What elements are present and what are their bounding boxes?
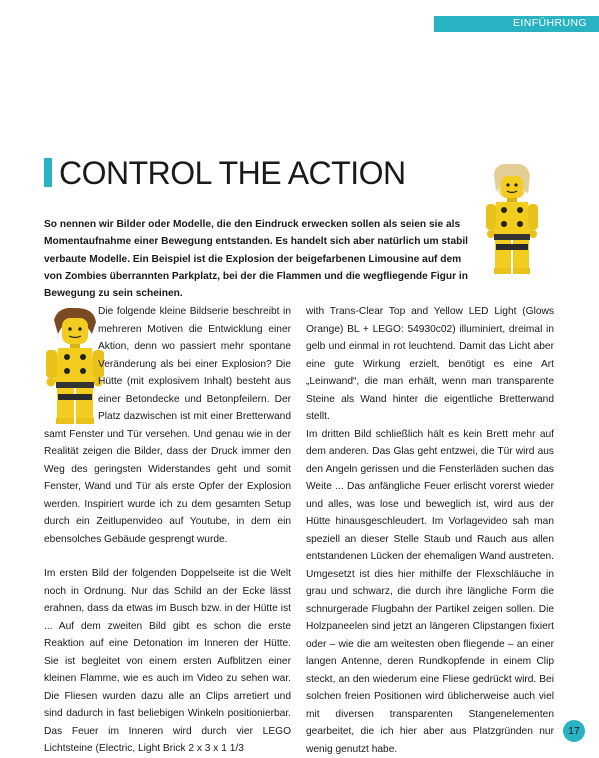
body-paragraph: with Trans-Clear Top and Yellow LED Light (Glows Orange) BL + LEGO: 54930c02) illuminiert, dreimal in gelb und einmal in rot leuchtend. Damit das Licht aber eine gute Wirkung erzielt, benötigt es eine Art „Leinwand“, die man erhält, wenn man transparente Steine als Wand hinter die eigentliche Bretterwand stellt. bbox=[306, 303, 554, 426]
paragraph-gap bbox=[44, 548, 291, 565]
crash-dummy-minifig-image bbox=[480, 164, 542, 274]
page-number-badge bbox=[563, 720, 585, 742]
page-title: CONTROL THE ACTION bbox=[59, 155, 406, 192]
right-text-column bbox=[306, 303, 554, 758]
page-number: 17 bbox=[568, 725, 580, 737]
body-paragraph: Im ersten Bild der folgenden Doppelseite ist die Welt noch in Ordnung. Nur das Schild an der Ecke lässt erahnen, dass da etwas im Busch bzw. in der Hütte ist ... Auf dem zweiten Bild gibt es schon die erste Reaktion auf eine Detonation im Inneren der Hütte. Sie ist begleitet von einem ersten Aufblitzen einer kleinen Flamme, wie es auch im Video zu sehen war. Die Fliesen wurden dazu alle an Clips arretiert und sind dadurch in fast beliebigen Winkeln positionierbar. Das Feuer im Inneren wird durch vier LEGO Lichtsteine (Electric, Light Brick 2 x 3 x 1 1/3 bbox=[44, 565, 291, 758]
chapter-tab-label: EINFÜHRUNG bbox=[513, 17, 587, 29]
heading-accent-bar bbox=[44, 158, 52, 187]
left-text-column bbox=[44, 303, 291, 758]
chapter-tab bbox=[434, 16, 599, 32]
intro-paragraph: So nennen wir Bilder oder Modelle, die den Eindruck erwecken sollen als seien sie als Momentaufnahme einer Bewegung entstanden. Es handelt sich aber natürlich um stabil verbaute Modelle. Ein Beispiel ist die Explosion der beigefarbenen Limousine auf dem von Zombies überrannten Parkplatz, bei der die Flammen und die wegfliegende Figur in Bewegung zu sein scheinen. bbox=[44, 216, 480, 302]
figure-text-wrap-spacer bbox=[44, 303, 98, 415]
body-paragraph: Im dritten Bild schließlich hält es kein Brett mehr auf dem anderen. Das Glas geht entzwei, die Tür wird aus den Angeln gerissen und die Fensterläden suchen das Weite ... Das anfängliche Feuer erlischt vorerst wieder und alles, was lose und beweglich ist, wird aus der Hütte hinausgeschleudert. Im Vorlagevideo sah man speziell an dieser Stelle Staub und Rauch aus allen entstandenen Lücken der ehemaligen Wand austreten. Umgesetzt ist dies hier mithilfe der Flexschläuche in grau und schwarz, die durch ihre längliche Form die schnurgerade Flugbahn der Partikel zeigen sollen. Die Holzpaneelen sind jetzt an längeren Clipstangen fixiert oder – wie die am weitesten oben fliegende – an einer langen Antenne, deren Rundkopfende in einem Clip steckt, an den wiederum eine Fliese gedrückt wird. Bei solchen freien Positionen wird üblicherweise auch viel mit diversen transparenten Stangenelementen gearbeitet, die ich hier aber aus Platzgründen nur wenig genutzt habe. bbox=[306, 426, 554, 758]
body-paragraph: Die folgende kleine Bildserie beschreibt in mehreren Motiven die Entwicklung einer Aktion, denn wo passiert mehr spontane Veränderung als bei einer Explosion? Die Hütte (mit explosivem Inhalt) besteht aus einer Betondecke und Betonpfeilern. Der Platz dazwischen ist mit einer Bretterwand samt Fenster und Tür versehen. Und genau wie in der Realität zeigen die Bilder, dass der Druck immer den Weg des geringsten Widerstandes geht und somit Fenster, Wand und Tür als erste Opfer der Explosion werden. Inspiriert wurde ich zu dem gesamten Setup durch ein Zeitlupenvideo auf Youtube, in dem ein ebensolches Gebäude gesprengt wurde. bbox=[44, 303, 291, 548]
